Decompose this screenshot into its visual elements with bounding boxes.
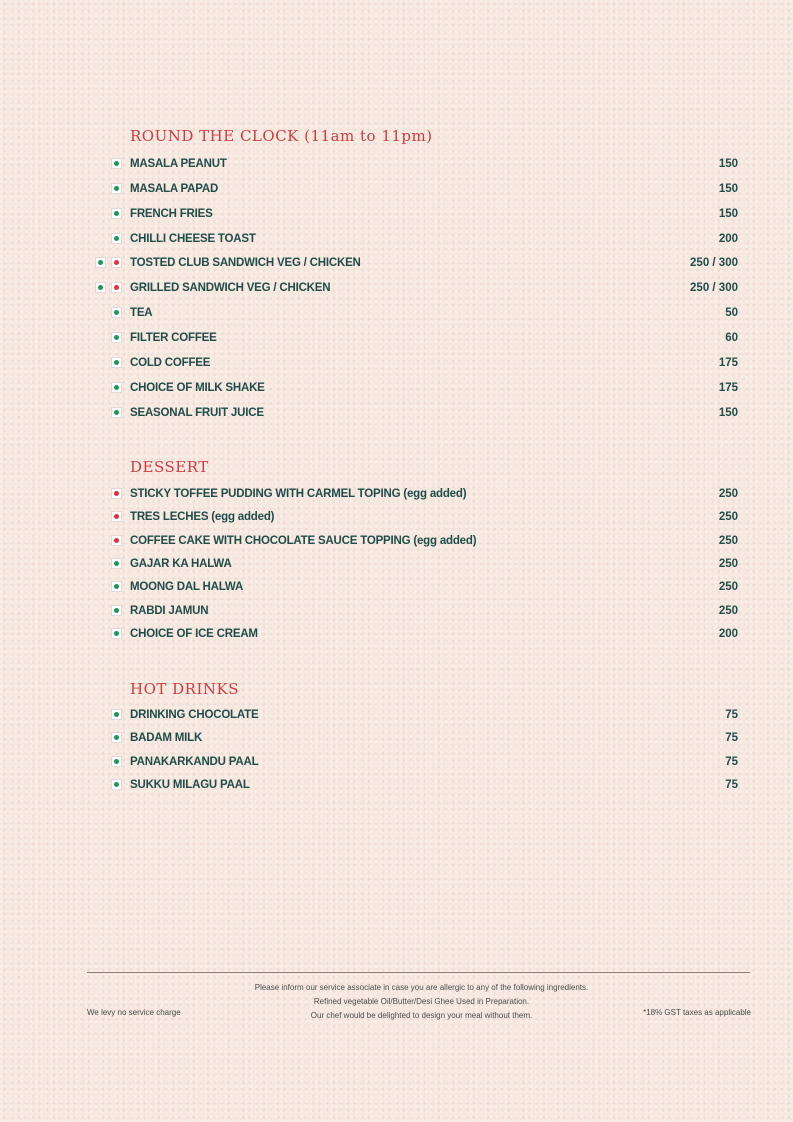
chef-notice: Our chef would be delighted to design your meal without them.: [310, 1011, 533, 1020]
ingredients-notice: Refined vegetable Oil/Butter/Desi Ghee Used in Preparation.: [313, 997, 530, 1006]
item-price: 250: [718, 581, 738, 594]
veg-marker-icon: [95, 282, 106, 293]
item-name: MASALA PEANUT: [130, 158, 227, 170]
section-title: ROUND THE CLOCK (11am to 11pm): [130, 127, 433, 145]
allergy-notice: Please inform our service associate in case you are allergic to any of the following ingredients.: [254, 983, 589, 992]
item-price: 75: [725, 732, 738, 745]
item-price: 150: [718, 406, 738, 419]
item-price: 75: [725, 709, 738, 721]
item-name: CHILLI CHEESE TOAST: [130, 232, 256, 245]
item-name: CHOICE OF ICE CREAM: [130, 627, 258, 640]
menu-item: [0, 507, 793, 527]
menu-item: [0, 705, 793, 725]
item-name: RABDI JAMUN: [130, 604, 209, 617]
veg-marker-icon: [111, 357, 122, 368]
menu-item: [0, 353, 793, 373]
item-name: COFFEE CAKE WITH CHOCOLATE SAUCE TOPPING (egg added): [130, 534, 477, 547]
item-price: 250: [718, 488, 738, 500]
menu-item: [0, 403, 793, 423]
veg-marker-icon: [111, 605, 122, 616]
item-price: 60: [725, 331, 738, 344]
veg-marker-icon: [111, 558, 122, 569]
veg-marker-icon: [111, 407, 122, 418]
veg-marker-icon: [111, 382, 122, 393]
item-name: TRES LECHES (egg added): [130, 511, 275, 524]
menu-item: [0, 601, 793, 621]
menu-item: [0, 752, 793, 772]
item-name: FILTER COFFEE: [130, 331, 217, 344]
item-price: 200: [718, 232, 738, 245]
non-veg-marker-icon: [111, 488, 122, 499]
item-price: 75: [725, 778, 738, 791]
item-price: 200: [718, 627, 738, 640]
item-name: DRINKING CHOCOLATE: [130, 709, 259, 721]
veg-marker-icon: [111, 158, 122, 169]
item-name: GAJAR KA HALWA: [130, 557, 232, 570]
veg-marker-icon: [111, 233, 122, 244]
menu-item: [0, 328, 793, 348]
item-name: GRILLED SANDWICH VEG / CHICKEN: [130, 282, 331, 295]
menu-item: [0, 229, 793, 249]
menu-item: [0, 577, 793, 597]
item-price: 250: [718, 604, 738, 617]
item-name: MOONG DAL HALWA: [130, 581, 244, 594]
veg-marker-icon: [111, 581, 122, 592]
item-price: 50: [725, 307, 738, 320]
veg-marker-icon: [111, 779, 122, 790]
item-price: 250: [718, 534, 738, 547]
item-name: CHOICE OF MILK SHAKE: [130, 381, 265, 394]
non-veg-marker-icon: [111, 282, 122, 293]
veg-marker-icon: [111, 307, 122, 318]
veg-marker-icon: [111, 732, 122, 743]
item-name: FRENCH FRIES: [130, 207, 213, 220]
non-veg-marker-icon: [111, 535, 122, 546]
item-price: 150: [718, 182, 738, 195]
menu-item: [0, 179, 793, 199]
veg-marker-icon: [111, 183, 122, 194]
menu-item: [0, 484, 793, 504]
menu-item: [0, 204, 793, 224]
item-name: STICKY TOFFEE PUDDING WITH CARMEL TOPING (egg added): [130, 488, 467, 500]
item-price: 75: [725, 755, 738, 768]
item-price: 150: [718, 158, 738, 170]
item-name: COLD COFFEE: [130, 356, 211, 369]
veg-marker-icon: [111, 709, 122, 720]
menu-item: [0, 775, 793, 795]
item-price: 175: [718, 381, 738, 394]
menu-item: [0, 728, 793, 748]
veg-marker-icon: [95, 257, 106, 268]
item-price: 175: [718, 356, 738, 369]
menu-item: [0, 554, 793, 574]
item-name: TEA: [130, 307, 153, 320]
non-veg-marker-icon: [111, 257, 122, 268]
non-veg-marker-icon: [111, 511, 122, 522]
item-price: 250: [718, 557, 738, 570]
item-name: PANAKARKANDU PAAL: [130, 755, 259, 768]
item-price: 150: [718, 207, 738, 220]
item-name: SEASONAL FRUIT JUICE: [130, 406, 264, 419]
item-name: BADAM MILK: [130, 732, 203, 745]
menu-item: [0, 253, 793, 273]
section-title: HOT DRINKS: [130, 680, 240, 698]
menu-item: [0, 624, 793, 644]
item-price: 250: [718, 511, 738, 524]
item-name: SUKKU MILAGU PAAL: [130, 778, 250, 791]
gst-note: *18% GST taxes as applicable: [643, 1008, 751, 1017]
veg-marker-icon: [111, 756, 122, 767]
footer-divider: [87, 972, 750, 973]
veg-marker-icon: [111, 332, 122, 343]
menu-item: [0, 531, 793, 551]
item-price: 250 / 300: [690, 257, 738, 270]
section-title: DESSERT: [130, 458, 209, 476]
item-name: TOSTED CLUB SANDWICH VEG / CHICKEN: [130, 257, 361, 270]
veg-marker-icon: [111, 208, 122, 219]
menu-item: [0, 154, 793, 174]
menu-item: [0, 378, 793, 398]
veg-marker-icon: [111, 628, 122, 639]
item-price: 250 / 300: [690, 282, 738, 295]
item-name: MASALA PAPAD: [130, 182, 219, 195]
service-charge-note: We levy no service charge: [87, 1008, 181, 1017]
menu-item: [0, 303, 793, 323]
menu-item: [0, 278, 793, 298]
